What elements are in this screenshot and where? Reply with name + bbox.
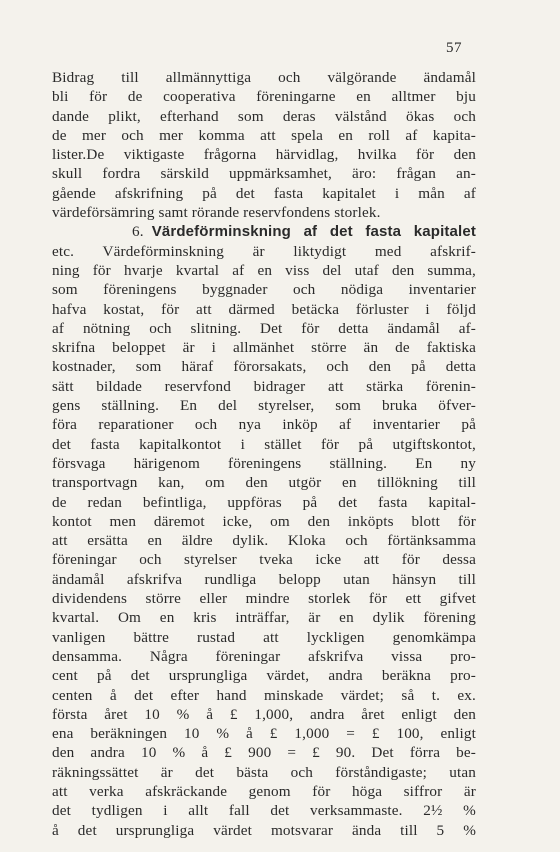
text-line: skull fordra särskild uppmärksamhet, äro: frågan an- [52,165,476,183]
text-line: Bidrag till allmännyttiga och välgörande ändamål [52,69,476,86]
text-line: af nötning och slitning. Det för detta ändamål af- [52,319,476,337]
text-line: kostnader, som häraf förorsakats, och den på detta [52,358,476,376]
text-line: vanligen bättre rustad att lyckligen genomkämpa [52,628,476,646]
text-line: den andra 10 % å £ 900 = £ 90. Det förra be- [52,744,476,762]
text-line: värdeförsämring samt rörande reservfondens storlek. [52,204,381,222]
page-number: 57 [446,40,462,56]
text-line: centen å det efter hand minskade värdet; så t. ex. [52,686,476,704]
text-line: kontot men däremot icke, om den inköpts blott för [52,512,476,530]
text-line: att verka afskräckande genom för höga siffror är [52,782,476,800]
text-line: ändamål afskrifva rundliga belopp utan hänsyn till [52,570,476,588]
text-line: försvaga härigenom föreningens ställning. En ny [52,454,476,472]
text-line: gående afskrifning på det fasta kapitalet i mån af [52,184,476,202]
text-line: första året 10 % å £ 1,000, andra året enligt den [52,705,476,723]
text-line: skrifna beloppet är i allmänhet större än de faktiska [52,339,476,357]
text-line: kvartal. Om en kris inträffar, är en dylik förening [52,609,476,627]
text-line: etc. Värdeförminskning är liktydigt med afskrif- [52,242,476,260]
text-line: å det ursprungliga värdet motsvarar ända till 5 % [52,821,476,839]
text-line: hafva kostat, för att därmed betäcka förluster i följd [52,300,476,318]
text-line: som föreningens byggnader och nödiga inventarier [52,281,476,299]
section-heading [52,222,476,241]
text-line: det tydligen i allt fall det verksammaste. 2½ % [52,802,476,820]
text-line: de redan befintliga, uppföras på det fasta kapital- [52,493,476,511]
text-line: ning för hvarje kvartal af en viss del utaf den summa, [52,261,476,279]
paragraph-after-heading [52,242,476,840]
text-line: ena beräkningen 10 % å £ 1,000 = £ 100, enligt [52,725,476,743]
text-line: det fasta kapitalkontot i stället för på utgiftskontot, [52,435,476,453]
text-line: gens ställning. En del styrelser, som bruka öfver- [52,397,476,415]
text-line: bli för de cooperativa föreningarne en alltmer bju [52,88,476,106]
text-line: cent på det ursprungliga värdet, andra beräkna pro- [52,667,476,685]
text-line: lister.De viktigaste frågorna härvidlag, hvilka för den [52,146,476,164]
text-line: transportvagn kan, om den utgör en tillökning till [52,474,476,492]
text-line: räkningssättet är det bästa och förståndigaste; utan [52,763,476,781]
text-line: dividendens större eller mindre storlek för ett gifvet [52,590,476,608]
text-line: att ersätta en äldre dylik. Kloka och förtänksamma [52,532,476,550]
section-title: Värdeförminskning af det fasta kapitalet [151,223,476,241]
paragraph-before-heading [52,68,476,222]
text-line: sätt bildade reservfond bidrager att stärka förenin- [52,377,476,395]
text-line: de mer och mer komma att spela en roll af kapita- [52,126,476,144]
text-line: dande plikt, efterhand som deras välstånd ökas och [52,107,476,125]
text-line: densamma. Några föreningar afskrifva vissa pro- [52,647,476,665]
body-text [52,68,476,840]
text-line: föra reparationer och nya inköp af inventarier på [52,416,476,434]
text-line: föreningar och styrelser tveka icke att för dessa [52,551,476,569]
section-number: 6. [132,223,144,241]
